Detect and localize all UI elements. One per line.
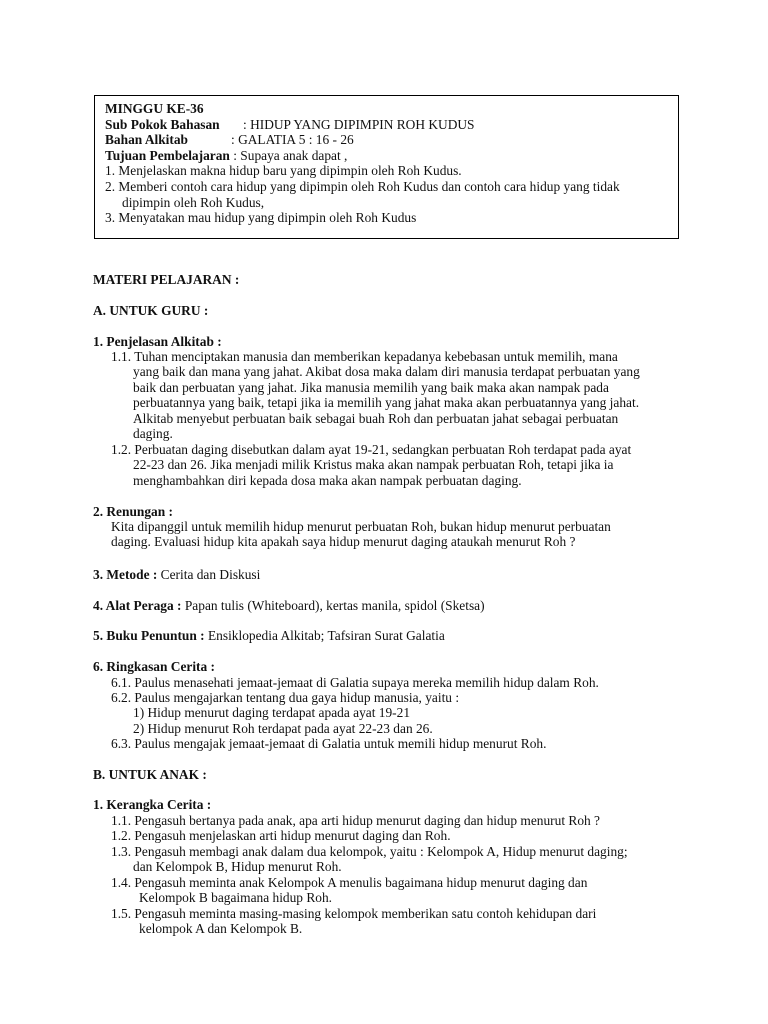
kerangka-line: kelompok A dan Kelompok B.: [139, 921, 303, 936]
goal-label: Tujuan Pembelajaran: [105, 147, 230, 163]
penjelasan-line: perbuatannya yang baik, tetapi jika ia memilih yang jahat maka akan perbuatannya yang jahat.: [133, 395, 640, 410]
goal-item-continuation: dipimpin oleh Roh Kudus,: [122, 194, 265, 210]
bible-row: [105, 132, 668, 148]
kerangka-line: 1.5. Pengasuh meminta masing-masing kelompok memberikan satu contoh kehidupan dari: [111, 906, 597, 921]
renungan-line: daging. Evaluasi hidup kita apakah saya hidup menurut daging ataukah menurut Roh ?: [111, 534, 576, 549]
penjelasan-line: 1.2. Perbuatan daging disebutkan dalam ayat 19-21, sedangkan perbuatan Roh terdapat pada ayat: [111, 442, 632, 457]
ringkasan-subitem: 2) Hidup menurut Roh terdapat pada ayat 22-23 dan 26.: [133, 721, 433, 736]
section-b-title: B. UNTUK ANAK :: [93, 767, 207, 782]
materi-title: MATERI PELAJARAN :: [93, 272, 240, 287]
subtopic-label: Sub Pokok Bahasan: [105, 116, 220, 132]
goal-item: 3. Menyatakan mau hidup yang dipimpin oleh Roh Kudus: [105, 210, 417, 226]
ringkasan-line: 6.2. Paulus mengajarkan tentang dua gaya hidup manusia, yaitu :: [111, 690, 460, 705]
bible-label: Bahan Alkitab: [105, 132, 188, 148]
metode-row: [93, 567, 260, 583]
penjelasan-line: baik dan perbuatan yang jahat. Jika manusia memilih yang baik maka akan nampak pada: [133, 380, 609, 395]
alat-row: [93, 598, 485, 614]
buku-value: Ensiklopedia Alkitab; Tafsiran Surat Galatia: [204, 628, 445, 643]
subtopic-row: [105, 117, 668, 133]
renungan-line: Kita dipanggil untuk memilih hidup menurut perbuatan Roh, bukan hidup menurut perbuatan: [111, 519, 611, 534]
section-a-title: A. UNTUK GURU :: [93, 303, 209, 318]
goal-item: 2. Memberi contoh cara hidup yang dipimpin oleh Roh Kudus dan contoh cara hidup yang tidak: [105, 178, 620, 194]
ringkasan-title: 6. Ringkasan Cerita :: [93, 659, 216, 674]
lesson-header-box: [94, 95, 679, 239]
penjelasan-line: yang baik dan mana yang jahat. Akibat dosa maka dalam diri manusia terdapat perbuatan yang: [133, 364, 640, 379]
buku-row: [93, 628, 445, 644]
goal-value: : Supaya anak dapat ,: [233, 147, 348, 163]
metode-label: 3. Metode :: [93, 567, 158, 582]
kerangka-line: dan Kelompok B, Hidup menurut Roh.: [133, 859, 342, 874]
week-title: MINGGU KE-36: [105, 101, 204, 116]
alat-label: 4. Alat Peraga :: [93, 598, 182, 613]
ringkasan-line: 6.1. Paulus menasehati jemaat-jemaat di Galatia supaya mereka memilih hidup dalam Roh.: [111, 675, 599, 690]
kerangka-line: Kelompok B bagaimana hidup Roh.: [139, 890, 333, 905]
kerangka-title: 1. Kerangka Cerita :: [93, 797, 212, 812]
buku-label: 5. Buku Penuntun :: [93, 628, 205, 643]
ringkasan-line: 6.3. Paulus mengajak jemaat-jemaat di Galatia untuk memili hidup menurut Roh.: [111, 736, 547, 751]
penjelasan-line: daging.: [133, 426, 173, 441]
subtopic-value: : HIDUP YANG DIPIMPIN ROH KUDUS: [243, 116, 475, 132]
penjelasan-title: 1. Penjelasan Alkitab :: [93, 334, 222, 349]
kerangka-line: 1.1. Pengasuh bertanya pada anak, apa arti hidup menurut daging dan hidup menurut Roh ?: [111, 813, 600, 828]
penjelasan-line: 22-23 dan 26. Jika menjadi milik Kristus maka akan nampak perbuatan Roh, tetapi jika ia: [133, 457, 614, 472]
penjelasan-line: 1.1. Tuhan menciptakan manusia dan memberikan kepadanya kebebasan untuk memilih, mana: [111, 349, 618, 364]
alat-value: Papan tulis (Whiteboard), kertas manila, spidol (Sketsa): [181, 598, 485, 613]
bible-value: : GALATIA 5 : 16 - 26: [231, 132, 354, 148]
metode-value: Cerita dan Diskusi: [157, 567, 261, 582]
penjelasan-line: Alkitab menyebut perbuatan baik sebagai buah Roh dan perbuatan jahat sebagai perbuatan: [133, 411, 619, 426]
goal-row: [105, 148, 668, 164]
goal-item: 1. Menjelaskan makna hidup baru yang dipimpin oleh Roh Kudus.: [105, 163, 462, 179]
penjelasan-line: menghambahkan diri kepada dosa maka akan nampak perbuatan daging.: [133, 473, 522, 488]
kerangka-line: 1.4. Pengasuh meminta anak Kelompok A menulis bagaimana hidup menurut daging dan: [111, 875, 588, 890]
kerangka-line: 1.3. Pengasuh membagi anak dalam dua kelompok, yaitu : Kelompok A, Hidup menurut daging;: [111, 844, 628, 859]
kerangka-line: 1.2. Pengasuh menjelaskan arti hidup menurut daging dan Roh.: [111, 828, 451, 843]
ringkasan-subitem: 1) Hidup menurut daging terdapat apada ayat 19-21: [133, 705, 411, 720]
renungan-title: 2. Renungan :: [93, 504, 173, 519]
